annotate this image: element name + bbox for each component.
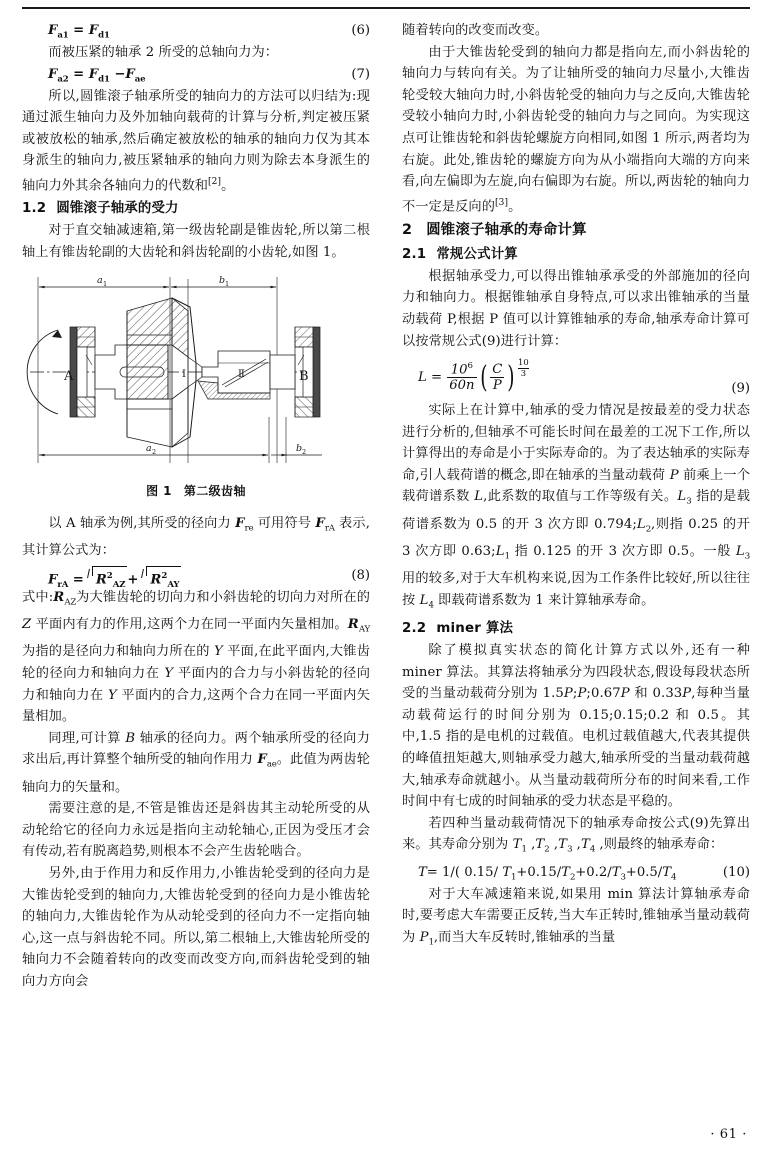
dim-label-a1: a [97, 275, 103, 287]
equation-6 [22, 20, 370, 42]
paragraph-1 [22, 86, 370, 197]
right-paragraph-2-text: 由于大锥齿轮受到的轴向力都是指向左,而小斜齿轮的轴向力与转向有关。为了让轴所受的轴向力尽量小,大锥齿轮受较大轴向力时,小斜齿轮受的轴向力与之反向,大锥齿轮受较小轴向力时,小斜齿轮受的轴向力与之同向。为实现这点可让锥齿轮和斜齿轮螺旋方向相同,如图 1 所示,两者均为右旋。此处,锥齿轮的螺旋方向为从小端指向大端的方向来看,向左偏即为左旋,向右偏即为右旋。所以,两齿轮的轴向力不一定是反向的 [402, 44, 750, 215]
reference-2: [2] [208, 176, 222, 187]
equation-9-fraction: $\frac{10^6}{60n}$ [449, 360, 475, 394]
heading-2-number: 2 [402, 221, 413, 238]
paragraph-1-text: 所以,圆锥滚子轴承所受的轴向力的方法可以归结为:现通过派生轴向力及外加轴向载荷的计算与分析,判定被压紧或被放松的轴承,然后确定被放松的轴承的轴向力仅为其本身派生的轴向力,被压紧轴承的轴向力则为除去本身派生的轴向力外其余各轴向力的代数和 [22, 88, 370, 194]
right-paragraph-6: 若四种当量动载荷情况下的轴承寿命按公式(9)先算出来。其寿命分别为 $T_1$ $,T_2$ $,T_3$ $,T_4$ ,则最终的轴承寿命： [402, 815, 750, 855]
symbol-f-re: F [235, 516, 245, 532]
heading-2-2-number: 2.2 [402, 621, 427, 637]
paragraph-3-pre: 以 A 轴承为例,其所受的径向力 [48, 516, 236, 532]
heading-1-2-title: 圆锥滚子轴承的受力 [56, 200, 179, 216]
equation-6-number: (6) [351, 23, 370, 38]
equation-10 [402, 862, 750, 884]
paragraph-5: 同理,可计算 B 轴承的径向力。两个轴承所受的径向力求出后,再计算整个轴所受的轴向作用力 $F_{ae}$。此值为两齿轮轴向力的矢量和。 [22, 730, 370, 795]
paragraph-3-post: 表示,其计算公式为： [22, 516, 370, 559]
equation-9-number: (9) [731, 381, 750, 397]
figure-1 [22, 267, 370, 480]
heading-2-title: 圆锥滚子轴承的寿命计算 [426, 221, 587, 238]
paragraph-1-tail: 。 [221, 178, 235, 194]
paragraph-7: 另外,由于作用力和反作用力,小锥齿轮受到的径向力是大锥齿轮受到的轴向力,大锥齿轮受到的径向力是小锥齿轮的轴向力,大锥齿轮作为从动轮受到的径向力不一定指向轴心,这一点与斜齿轮不同。所以,第二根轴上,大锥齿轮所受的轴向力不会随着转向的改变而改变方向,而斜齿轮受到的轴向力方向会 [22, 866, 370, 989]
paragraph-3: 以 A 轴承为例,其所受的径向力 $F_{re}$ 可用符号 $F_{rA}$ 表示,其计算公式为： [22, 516, 370, 559]
dim-label-b1: b [219, 275, 226, 287]
equation-8-number: (8) [351, 567, 370, 583]
heading-2-1-title: 常规公式计算 [436, 246, 518, 262]
reference-3: [3] [495, 197, 509, 208]
equation-10-body: T= 1/( 0.15/ $T_1+0.15/T_2+0.2/T_3+0.5/T_4$ [418, 864, 677, 883]
equation-9-body: L = $\frac{10^6}{60n}$ ( $\frac{C}{P}$ ) $\frac{10}{3}$ [418, 357, 529, 395]
right-paragraph-1: 随着转向的改变而改变。 [402, 23, 549, 38]
heading-2-2 [402, 617, 750, 640]
equation-8-body: $F_{rA} = R^2_{AZ} + R^2_{AY}$ [48, 565, 181, 596]
equation-7 [22, 64, 370, 86]
paragraph-3-mid: 可用符号 [253, 516, 316, 532]
equation-7-number: (7) [351, 66, 370, 82]
bearing-label-b: B [299, 369, 309, 385]
figure-1-caption-title: 第二级齿轴 [183, 484, 246, 499]
equation-9-exponent: $\frac{10}{3}$ [518, 357, 529, 378]
equation-6-body: $F_{a1} = F_{d1}$ [48, 23, 110, 41]
dim-label-a2: a [146, 443, 152, 455]
equation-9-inner-fraction: $\frac{C}{P}$ [492, 361, 503, 394]
paragraph-6: 需要注意的是,不管是锥齿还是斜齿其主动轮所受的从动轮给它的径向力永远是指向主动轮轴心,正因为受压才会有传动,若有脱离趋势,则根本不会产生齿轮啮合。 [22, 801, 370, 860]
equation-9 [402, 356, 750, 400]
paragraph-after-eq6: 而被压紧的轴承 2 所受的总轴向力为： [48, 45, 279, 60]
header-rule [22, 7, 750, 9]
right-paragraph-3: 根据轴承受力,可以得出锥轴承承受的外部施加的径向力和轴向力。根据锥轴承自身特点,可以求出锥轴承的当量动载荷 P,根据 P 值可以计算锥轴承的寿命,轴承寿命计算可以按常规公式(9)进行计算： [402, 268, 750, 349]
heading-1-2 [22, 197, 370, 220]
paragraph-4: 式中$:R_{AZ}$为大锥齿轮的切向力和小斜齿轮的切向力对所在的 Z 平面内有力的作用,这两个力在同一平面内矢量相加。$R_{AY}$为指的是径向力和轴向力所在的 Y 平面,在此平面内,大锥齿轮的径向力和轴向力在 Y 平面内的合力与小斜齿轮的径向力和轴向力在 Y 平面内的合力,这两个合力在同一平面内矢量相加。 [22, 589, 370, 725]
right-paragraph-2-tail: 。 [508, 199, 522, 215]
equation-8 [22, 565, 370, 590]
right-column [402, 20, 750, 954]
heading-2-1-number: 2.1 [402, 246, 427, 262]
heading-2-2-title: miner 算法 [436, 621, 514, 637]
right-paragraph-5: 除了模拟真实状态的简化计算方式以外,还有一种 miner 算法。其算法将轴承分为四段状态,假设每段状态所受的当量动载荷分别为 1.5P;P;0.67P 和 0.33P,每种当量动载荷运行的时间分别为 0.15;0.15;0.2 和 0.5。其中,1.5 指的是电机的过载值。电机过载值越大,代表其提供的峰值扭矩越大,则轴承受力越大,轴承所受的当量动载荷越大,轴承寿命就越小。从当量动载荷所分布的时间来看,工作时间中有七成的时间轴承的受力状态是平稳的。 [402, 643, 750, 810]
dim-label-b2-sub: 2 [302, 448, 307, 457]
right-paragraph-2 [402, 42, 750, 218]
section-label-1: Ⅰ [182, 369, 186, 381]
page-number: · 61 · [710, 1127, 747, 1142]
heading-1-2-number: 1.2 [22, 200, 47, 216]
heading-2 [402, 218, 750, 243]
left-column [22, 20, 370, 993]
symbol-f-ra: F [315, 516, 325, 532]
figure-1-caption-label: 图 1 [146, 484, 172, 499]
dim-label-a1-sub: 1 [103, 280, 108, 289]
equation-10-number: (10) [722, 864, 750, 880]
heading-2-1 [402, 243, 750, 266]
figure-1-caption [22, 482, 370, 499]
dim-label-b2: b [296, 443, 303, 455]
right-paragraph-7: 对于大车减速箱来说,如果用 min 算法计算轴承寿命时,要考虑大车需要正反转,当大车正转时,锥轴承当量动载荷为 $P_1$,而当大车反转时,锥轴承的当量 [402, 886, 750, 948]
right-paragraph-4: 实际上在计算中,轴承的受力情况是按最差的受力状态进行分析的,但轴承不可能长时间在最差的工况下工作,所以计算得出的寿命是小于实际寿命的。为了表达轴承的实际寿命,引人载荷谱的概念,即在轴承的当量动载荷 P 前乘上一个载荷谱系数 L,此系数的取值与工作等级有关。$L_3$ 指的是载荷谱系数为 0.5 的开 3 次方即 $0.794;L_2$,则指 0.25 的开 3 次方即 $0.63;L_1$ 指 0.125 的开 3 次方即 0.5。一般 $L_3$ 用的较多,对于大车机构来说,因为工作条件比较好,所以往往按 $L_4$ 即载荷谱系数为 1 来计算轴承寿命。 [402, 403, 750, 611]
figure-1-drawing [22, 267, 370, 480]
section-label-2: Ⅱ [238, 369, 245, 381]
bearing-label-a: A [64, 369, 74, 385]
equation-7-body: $F_{a2} = F_{d1} -F_{ae}$ [48, 66, 146, 85]
dim-label-a2-sub: 2 [152, 448, 157, 457]
paragraph-2: 对于直交轴减速箱,第一级齿轮副是锥齿轮,所以第二根轴上有锥齿轮副的大齿轮和斜齿轮副的小齿轮,如图 1。 [22, 222, 370, 260]
dim-label-b1-sub: 1 [225, 280, 230, 289]
